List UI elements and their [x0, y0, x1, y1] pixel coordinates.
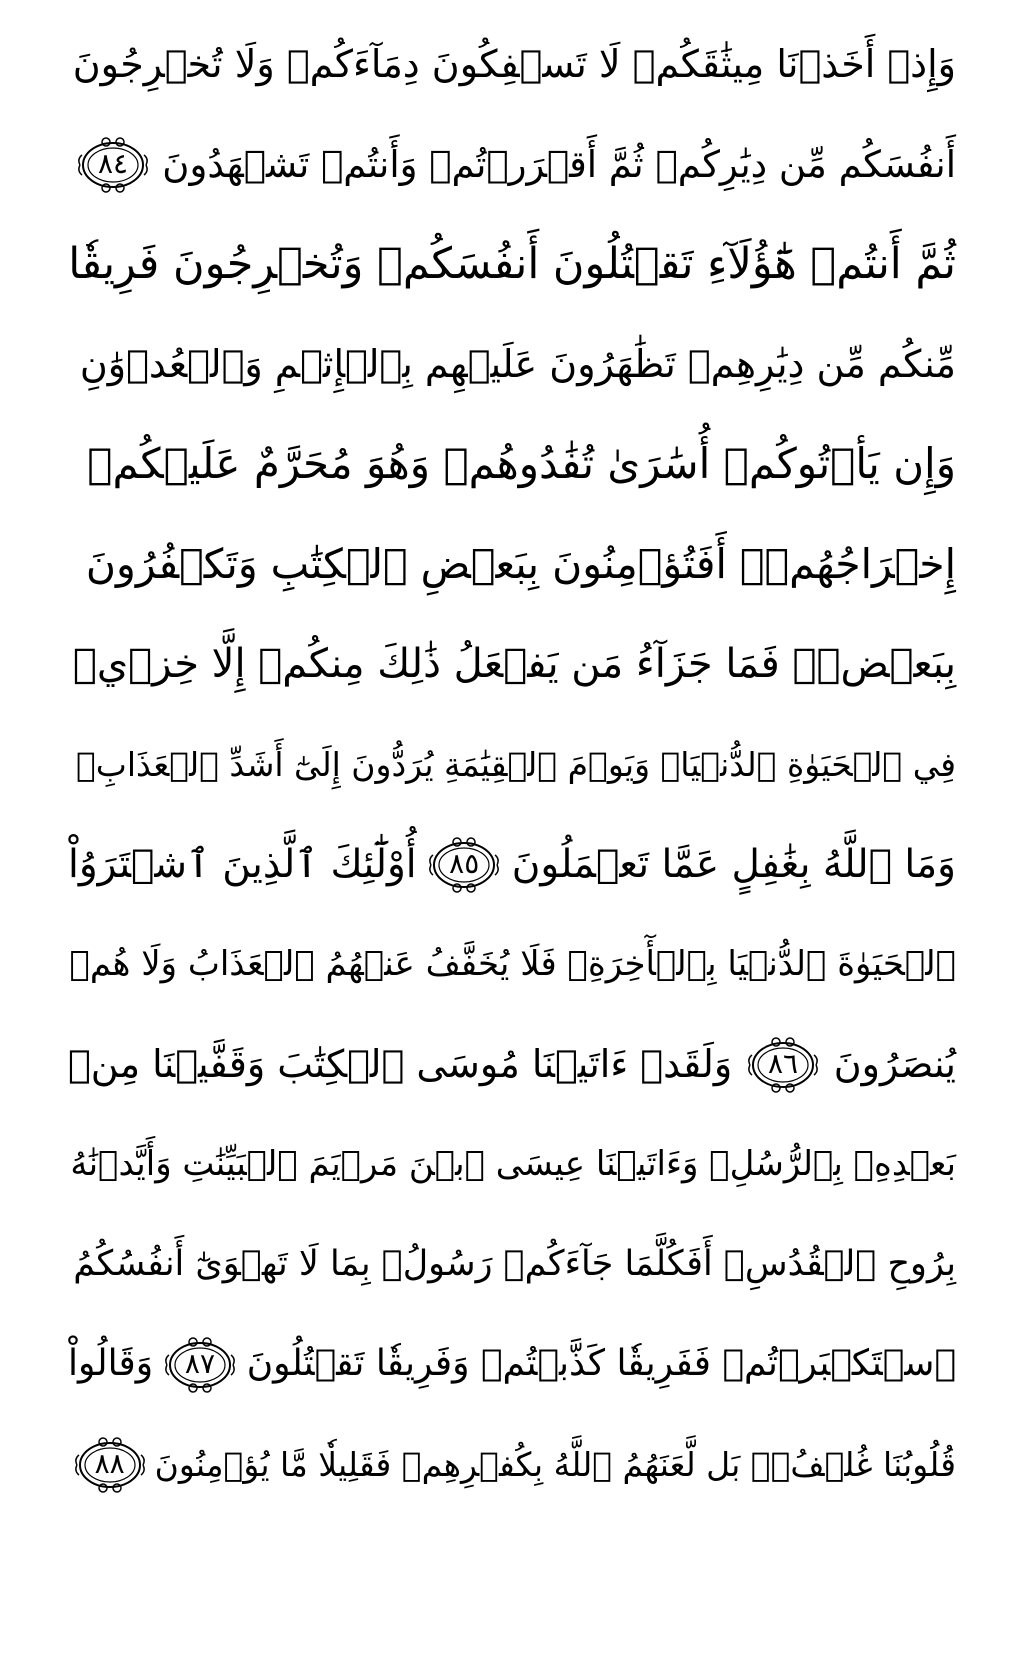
verse-text: مِّنكُم مِّن دِيَٰرِهِمۡ تَظَٰهَرُونَ عَلَيۡهِم بِٱلۡإِثۡمِ وَٱلۡعُدۡوَٰنِ [79, 342, 956, 386]
verse-text: ٱلۡحَيَوٰةَ ٱلدُّنۡيَا بِٱلۡأٓخِرَةِۖ فَلَا يُخَفَّفُ عَنۡهُمُ ٱلۡعَذَابُ وَلَا هُمۡ [69, 944, 956, 984]
verse-line [68, 1414, 956, 1514]
verse-text: بِرُوحِ ٱلۡقُدُسِۗ أَفَكُلَّمَا جَآءَكُمۡ رَسُولُۢ بِمَا لَا تَهۡوَىٰٓ أَنفُسُكُمُ [73, 1243, 956, 1284]
verse-text: ثُمَّ أَنتُمۡ هَٰٓؤُلَآءِ تَقۡتُلُونَ أَنفُسَكُمۡ وَتُخۡرِجُونَ فَرِيقٗا [68, 238, 956, 289]
verse-line [68, 1014, 956, 1114]
verse-line [68, 914, 956, 1014]
verse-text: وَمَا ٱللَّهُ بِغَٰفِلٍ عَمَّا تَعۡمَلُونَ [511, 841, 956, 887]
verse-line [68, 1214, 956, 1314]
verse-line [68, 714, 956, 814]
verse-text: إِخۡرَاجُهُمۡۚ أَفَتُؤۡمِنُونَ بِبَعۡضِ ٱلۡكِتَٰبِ وَتَكۡفُرُونَ [85, 539, 956, 588]
ayah-end-marker [427, 835, 501, 893]
verse-text: وَقَالُواْ [68, 1343, 154, 1384]
verse-line [68, 214, 956, 314]
ayah-end-marker [73, 1435, 147, 1493]
verse-line [68, 814, 956, 914]
ayah-end-marker [163, 1335, 237, 1393]
verse-line [68, 414, 956, 514]
verse-text: أُوْلَٰٓئِكَ ٱلَّذِينَ ٱشۡتَرَوُاْ [68, 841, 417, 887]
verse-text: ٱسۡتَكۡبَرۡتُمۡ فَفَرِيقٗا كَذَّبۡتُمۡ وَفَرِيقٗا تَقۡتُلُونَ [246, 1343, 956, 1384]
verse-text: وَإِن يَأۡتُوكُمۡ أُسَٰرَىٰ تُفَٰدُوهُمۡ وَهُوَ مُحَرَّمٌ عَلَيۡكُمۡ [87, 439, 956, 488]
ayah-number: ٨٨ [94, 1447, 125, 1480]
verse-text: بِبَعۡضٖۚ فَمَا جَزَآءُ مَن يَفۡعَلُ ذَٰلِكَ مِنكُمۡ إِلَّا خِزۡيٞ [72, 641, 956, 687]
verse-text: بَعۡدِهِۦ بِٱلرُّسُلِۖ وَءَاتَيۡنَا عِيسَى ٱبۡنَ مَرۡيَمَ ٱلۡبَيِّنَٰتِ وَأَيَّدۡنَٰهُ [70, 1144, 956, 1184]
verse-line [68, 1314, 956, 1414]
verse-text: يُنصَرُونَ [833, 1042, 956, 1086]
ayah-end-marker [746, 1035, 820, 1093]
ayah-number: ٨٦ [767, 1047, 799, 1080]
ayah-number: ٨٧ [184, 1347, 215, 1380]
ayah-number: ٨٤ [97, 147, 129, 180]
verse-text: وَإِذۡ أَخَذۡنَا مِيثَٰقَكُمۡ لَا تَسۡفِكُونَ دِمَآءَكُمۡ وَلَا تُخۡرِجُونَ [72, 42, 956, 86]
verse-text: قُلُوبُنَا غُلۡفُۢۚ بَل لَّعَنَهُمُ ٱللَّهُ بِكُفۡرِهِمۡ فَقَلِيلٗا مَّا يُؤۡمِنُونَ [154, 1444, 956, 1484]
verse-text: أَنفُسَكُم مِّن دِيَٰرِكُمۡ ثُمَّ أَقۡرَرۡتُمۡ وَأَنتُمۡ تَشۡهَدُونَ [162, 142, 956, 186]
verse-text: فِي ٱلۡحَيَوٰةِ ٱلدُّنۡيَاۖ وَيَوۡمَ ٱلۡقِيَٰمَةِ يُرَدُّونَ إِلَىٰٓ أَشَدِّ ٱلۡعَذَابِۗ [76, 744, 956, 784]
ayah-number: ٨٥ [449, 847, 480, 880]
verse-line [68, 1114, 956, 1214]
verse-lines [68, 14, 956, 1514]
verse-text: وَلَقَدۡ ءَاتَيۡنَا مُوسَى ٱلۡكِتَٰبَ وَقَفَّيۡنَا مِنۢ [68, 1042, 733, 1086]
verse-line [68, 514, 956, 614]
verse-line [68, 314, 956, 414]
verse-line [68, 614, 956, 714]
verse-line [68, 114, 956, 214]
verse-line [68, 14, 956, 114]
ayah-end-marker [76, 135, 150, 193]
